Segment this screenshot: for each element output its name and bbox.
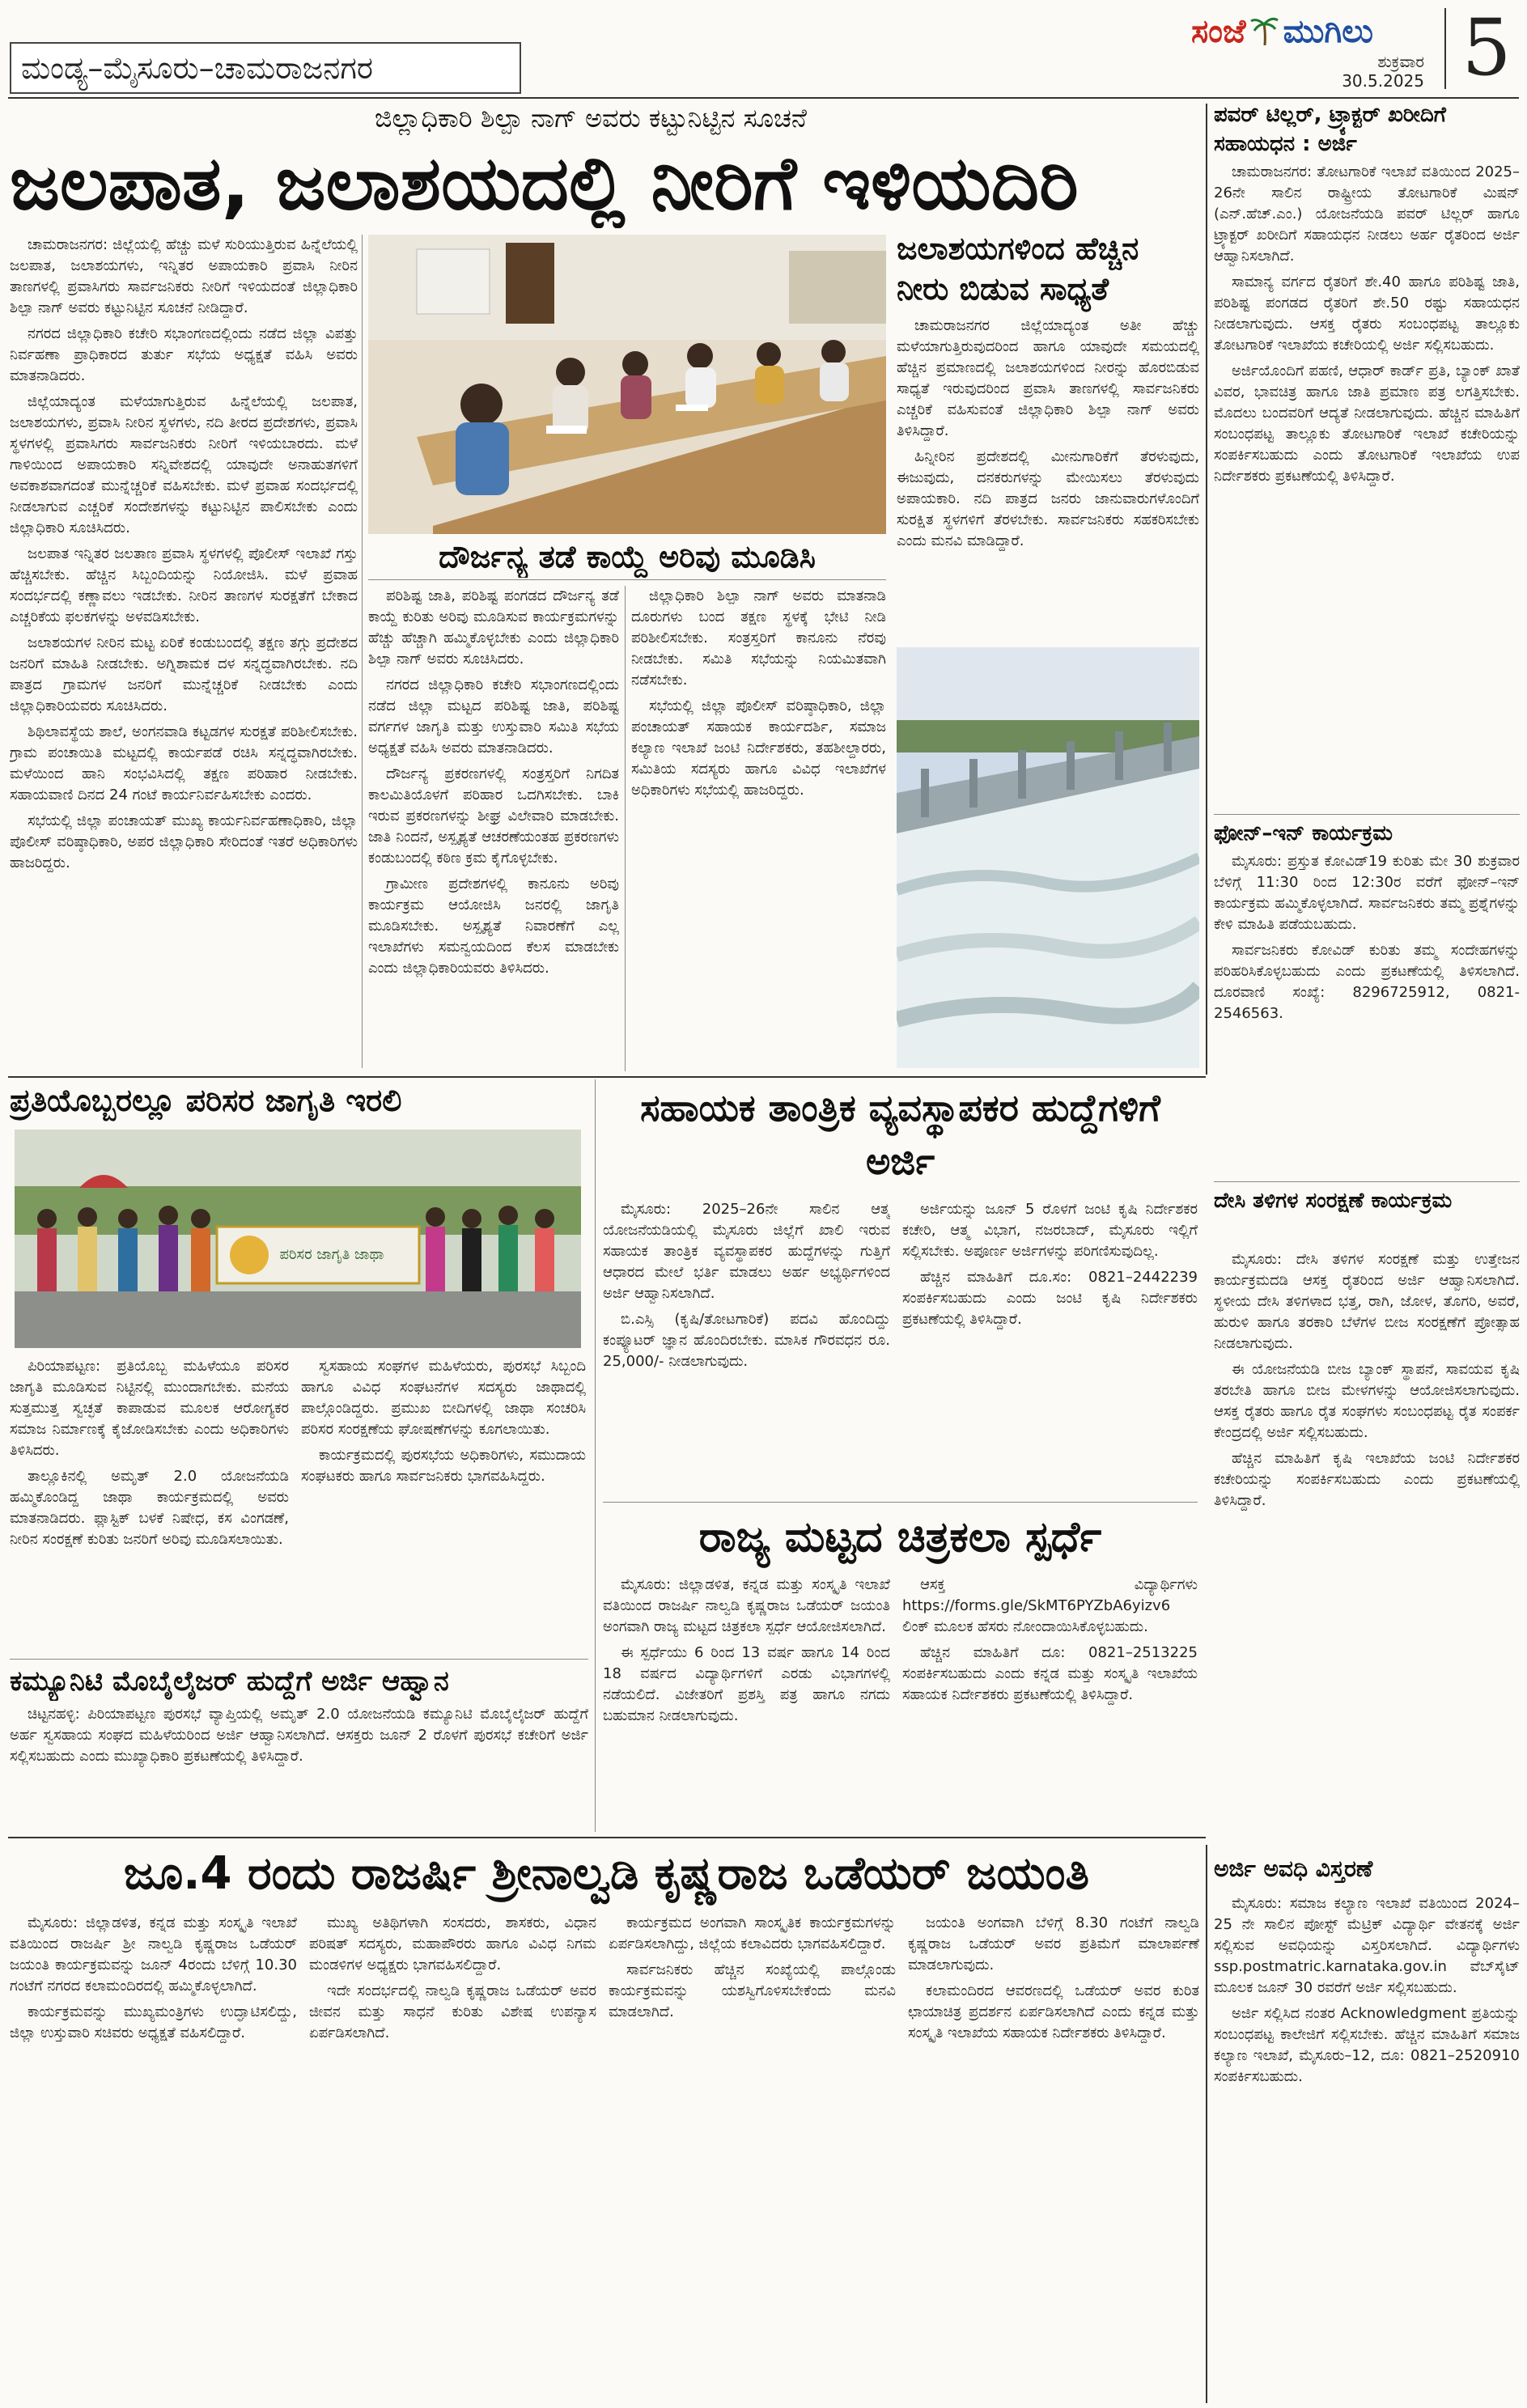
section-title: ಮಂಡ್ಯ–ಮೈಸೂರು–ಚಾಮರಾಜನಗರ (21, 50, 373, 86)
page-number: 5 (1461, 2, 1512, 93)
right-story2-headline: ಫೋನ್–ಇನ್ ಕಾರ್ಯಕ್ರಮ (1214, 821, 1393, 846)
technical-col-2: ಅರ್ಜಿಯನ್ನು ಜೂನ್ 5 ರೊಳಗೆ ಜಂಟಿ ಕೃಷಿ ನಿರ್ದೇಶಕರ ಕಚೇರಿ, ಆತ್ಮ ವಿಭಾಗ, ನಜರಬಾದ್, ಮೈಸೂರು ಇಲ್ಲಿಗೆ ಸಲ್ಲಿಸಬೇಕು. ಅಪೂರ್ಣ ಅರ್ಜಿಗಳನ್ನು ಪರಿಗಣಿಸುವುದಿಲ್ಲ. ಹೆಚ್ಚಿನ ಮಾಹಿತಿಗೆ ದೂ.ಸಂ: 0821–2442239 ಸಂಪರ್ಕಿಸಬಹುದು ಎಂದು ಜಂಟಿ ಕೃಷಿ ನಿರ್ದೇಶಕರು ಪ್ರಕಟಣೆಯಲ್ಲಿ ತಿಳಿಸಿದ್ದಾರೆ. (902, 1201, 1198, 1328)
right-story4-headline: ಅರ್ಜಿ ಅವಧಿ ವಿಸ್ತರಣೆ (1214, 1855, 1373, 1882)
sub-headline: ದೌರ್ಜನ್ಯ ತಡೆ ಕಾಯ್ದೆ ಅರಿವು ಮೂಡಿಸಿ (439, 539, 816, 574)
mobilizer-headline: ಕಮ್ಯೂನಿಟಿ ಮೊಬೈಲೈಜರ್ ಹುದ್ದೆಗೆ ಅರ್ಜಿ ಆಹ್ವಾನ (10, 1665, 449, 1698)
meeting-photo (368, 235, 886, 534)
art-col-2: ಆಸಕ್ತ ವಿದ್ಯಾರ್ಥಿಗಳು https://forms.gle/SkMT6PYZbA6yizv6 ಲಿಂಕ್ ಮೂಲಕ ಹೆಸರು ನೋಂದಾಯಿಸಿಕೊಳ್ಳಬಹುದು. ಹೆಚ್ಚಿನ ಮಾಹಿತಿಗೆ ದೂ: 0821–2513225 ಸಂಪರ್ಕಿಸಬಹುದು ಎಂದು ಕನ್ನಡ ಮತ್ತು ಸಂಸ್ಕೃತಿ ಇಲಾಖೆಯ ಸಹಾಯಕ ನಿರ್ದೇಶಕರು ಪ್ರಕಟಣೆಯಲ್ಲಿ ತಿಳಿಸಿದ್ದಾರೆ. (902, 1576, 1198, 1703)
lead-col-3: ಪರಿಶಿಷ್ಟ ಜಾತಿ, ಪರಿಶಿಷ್ಟ ಪಂಗಡದ ದೌರ್ಜನ್ಯ ತಡೆ ಕಾಯ್ದೆ ಕುರಿತು ಅರಿವು ಮೂಡಿಸುವ ಕಾರ್ಯಕ್ರಮಗಳನ್ನು ಹೆಚ್ಚು ಹೆಚ್ಚಾಗಿ ಹಮ್ಮಿಕೊಳ್ಳಬೇಕು ಎಂದು ಜಿಲ್ಲಾಧಿಕಾರಿ ಶಿಲ್ಪಾ ನಾಗ್ ಅವರು ಸೂಚಿಸಿದರು. ನಗರದ ಜಿಲ್ಲಾಧಿಕಾರಿ ಕಚೇರಿ ಸಭಾಂಗಣದಲ್ಲಿಂದು ನಡೆದ ಜಿಲ್ಲಾ ಮಟ್ಟದ ಪರಿಶಿಷ್ಟ ಜಾತಿ, ಪರಿಶಿಷ್ಟ ವರ್ಗಗಳ ಜಾಗೃತಿ ಮತ್ತು ಉಸ್ತುವಾರಿ ಸಮಿತಿ ಸಭೆಯ ಅಧ್ಯಕ್ಷತೆ ವಹಿಸಿ ಅವರು ಮಾತನಾಡಿದರು. ದೌರ್ಜನ್ಯ ಪ್ರಕರಣಗಳಲ್ಲಿ ಸಂತ್ರಸ್ತರಿಗೆ ನಿಗದಿತ ಕಾಲಮಿತಿಯೊಳಗೆ ಪರಿಹಾರ ಒದಗಿಸಬೇಕು. ಬಾಕಿ ಇರುವ ಪ್ರಕರಣಗಳನ್ನು ಶೀಘ್ರ ವಿಲೇವಾರಿ ಮಾಡಬೇಕು. ಜಾತಿ ನಿಂದನೆ, ಅಸ್ಪೃಶ್ಯತೆ ಆಚರಣೆಯಂತಹ ಪ್ರಕರಣಗಳು ಕಂಡುಬಂದಲ್ಲಿ ಕಠಿಣ ಕ್ರಮ ಕೈಗೊಳ್ಳಬೇಕು. ಗ್ರಾಮೀಣ ಪ್ರದೇಶಗಳಲ್ಲಿ ಕಾನೂನು ಅರಿವು ಕಾರ್ಯಕ್ರಮ ಆಯೋಜಿಸಿ ಜನರಲ್ಲಿ ಜಾಗೃತಿ ಮೂಡಿಸಬೇಕು. ಅಸ್ಪೃಶ್ಯತೆ ನಿವಾರಣೆಗೆ ಎಲ್ಲ ಇಲಾಖೆಗಳು ಸಮನ್ವಯದಿಂದ ಕೆಲಸ ಮಾಡಬೇಕು ಎಂದು ಜಿಲ್ಲಾಧಿಕಾರಿಯವರು ತಿಳಿಸಿದರು. (368, 587, 619, 977)
palm-tree-icon (1250, 13, 1279, 45)
lead-headline: ಜಲಪಾತ, ಜಲಾಶಯದಲ್ಲಿ ನೀರಿಗೆ ಇಳಿಯದಿರಿ (10, 140, 1079, 227)
right-story1-headline: ಪವರ್ ಟಿಲ್ಲರ್, ಟ್ರ್ಯಾಕ್ಟರ್ ಖರೀದಿಗೆ ಸಹಾಯಧನ : ಅರ್ಜಿ (1214, 103, 1446, 156)
brand-left: ಸಂಜೆ (1191, 13, 1246, 50)
section-box (10, 42, 521, 94)
rally-photo (15, 1130, 581, 1348)
jayanti-col-3: ಕಾರ್ಯಕ್ರಮದ ಅಂಗವಾಗಿ ಸಾಂಸ್ಕೃತಿಕ ಕಾರ್ಯಕ್ರಮಗಳನ್ನು ಏರ್ಪಡಿಸಲಾಗಿದ್ದು, ಜಿಲ್ಲೆಯ ಕಲಾವಿದರು ಭಾಗವಹಿಸಲಿದ್ದಾರೆ. ಸಾರ್ವಜನಿಕರು ಹೆಚ್ಚಿನ ಸಂಖ್ಯೆಯಲ್ಲಿ ಪಾಲ್ಗೊಂಡು ಕಾರ್ಯಕ್ರಮವನ್ನು ಯಶಸ್ವಿಗೊಳಿಸಬೇಕೆಂದು ಮನವಿ ಮಾಡಲಾಗಿದೆ. (609, 1914, 896, 2020)
dam-photo (897, 647, 1199, 1068)
right-story2-body: ಮೈಸೂರು: ಪ್ರಸ್ತುತ ಕೋವಿಡ್19 ಕುರಿತು ಮೇ 30 ಶುಕ್ರವಾರ ಬೆಳಿಗ್ಗೆ 11:30 ರಿಂದ 12:30ರ ವರೆಗೆ ಫೋನ್–ಇನ್ ಕಾರ್ಯಕ್ರಮ ಹಮ್ಮಿಕೊಳ್ಳಲಾಗಿದೆ. ಸಾರ್ವಜನಿಕರು ತಮ್ಮ ಪ್ರಶ್ನೆಗಳನ್ನು ಕೇಳಿ ಮಾಹಿತಿ ಪಡೆಯಬಹುದು. ಸಾರ್ವಜನಿಕರು ಕೋವಿಡ್ ಕುರಿತು ತಮ್ಮ ಸಂದೇಹಗಳನ್ನು ಪರಿಹರಿಸಿಕೊಳ್ಳಬಹುದು ಎಂದು ಪ್ರಕಟಣೆಯಲ್ಲಿ ತಿಳಿಸಲಾಗಿದೆ. ದೂರವಾಣಿ ಸಂಖ್ಯೆ: 8296725912, 0821-2546563. (1214, 853, 1520, 1022)
right-story4-body: ಮೈಸೂರು: ಸಮಾಜ ಕಲ್ಯಾಣ ಇಲಾಖೆ ವತಿಯಿಂದ 2024–25 ನೇ ಸಾಲಿನ ಪೋಸ್ಟ್ ಮೆಟ್ರಿಕ್ ವಿದ್ಯಾರ್ಥಿ ವೇತನಕ್ಕೆ ಅರ್ಜಿ ಸಲ್ಲಿಸುವ ಅವಧಿಯನ್ನು ವಿಸ್ತರಿಸಲಾಗಿದೆ. ವಿದ್ಯಾರ್ಥಿಗಳು ssp.postmatric.karnataka.gov.in ವೆಬ್‌ಸೈಟ್ ಮೂಲಕ ಜೂನ್ 30 ರವರೆಗೆ ಅರ್ಜಿ ಸಲ್ಲಿಸಬಹುದು. ಅರ್ಜಿ ಸಲ್ಲಿಸಿದ ನಂತರ Acknowledgment ಪ್ರತಿಯನ್ನು ಸಂಬಂಧಪಟ್ಟ ಕಾಲೇಜಿಗೆ ಸಲ್ಲಿಸಬೇಕು. ಹೆಚ್ಚಿನ ಮಾಹಿತಿಗೆ ಸಮಾಜ ಕಲ್ಯಾಣ ಇಲಾಖೆ, ಮೈಸೂರು–12, ದೂ: 0821–2520910 ಸಂಪರ್ಕಿಸಬಹುದು. (1214, 1895, 1520, 2085)
side-story-body: ಚಾಮರಾಜನಗರ ಜಿಲ್ಲೆಯಾದ್ಯಂತ ಅತೀ ಹೆಚ್ಚು ಮಳೆಯಾಗುತ್ತಿರುವುದರಿಂದ ಹಾಗೂ ಯಾವುದೇ ಸಮಯದಲ್ಲಿ ಹೆಚ್ಚಿನ ಪ್ರಮಾಣದಲ್ಲಿ ಜಲಾಶಯಗಳಿಂದ ನೀರನ್ನು ಹೊರಬಿಡುವ ಸಾಧ್ಯತೆ ಇರುವುದರಿಂದ ಪ್ರವಾಸಿ ತಾಣಗಳಲ್ಲಿ ಸಾರ್ವಜನಿಕರು ಎಚ್ಚರಿಕೆ ವಹಿಸುವಂತೆ ಜಿಲ್ಲಾಧಿಕಾರಿ ಶಿಲ್ಪಾ ನಾಗ್ ಅವರು ತಿಳಿಸಿದ್ದಾರೆ. ಹಿನ್ನೀರಿನ ಪ್ರದೇಶದಲ್ಲಿ ಮೀನುಗಾರಿಕೆಗೆ ತೆರಳುವುದು, ಈಜುವುದು, ದನಕರುಗಳನ್ನು ಮೇಯಿಸಲು ತೆರಳುವುದು ಅಪಾಯಕಾರಿ. ನದಿ ಪಾತ್ರದ ಜನರು ಜಾನುವಾರುಗಳೊಂದಿಗೆ ಸುರಕ್ಷಿತ ಸ್ಥಳಗಳಿಗೆ ತೆರಳಬೇಕು. ಸಾರ್ವಜನಿಕರು ಸಹಕರಿಸಬೇಕು ಎಂದು ಮನವಿ ಮಾಡಿದ್ದಾರೆ. (897, 317, 1199, 549)
jayanti-col-2: ಮುಖ್ಯ ಅತಿಥಿಗಳಾಗಿ ಸಂಸದರು, ಶಾಸಕರು, ವಿಧಾನ ಪರಿಷತ್ ಸದಸ್ಯರು, ಮಹಾಪೌರರು ಹಾಗೂ ವಿವಿಧ ನಿಗಮ ಮಂಡಳಿಗಳ ಅಧ್ಯಕ್ಷರು ಭಾಗವಹಿಸಲಿದ್ದಾರೆ. ಇದೇ ಸಂದರ್ಭದಲ್ಲಿ ನಾಲ್ವಡಿ ಕೃಷ್ಣರಾಜ ಒಡೆಯರ್ ಅವರ ಜೀವನ ಮತ್ತು ಸಾಧನೆ ಕುರಿತು ವಿಶೇಷ ಉಪನ್ಯಾಸ ಏರ್ಪಡಿಸಲಾಗಿದೆ. (309, 1914, 596, 2041)
mobilizer-body: ಚಿಟ್ಟನಹಳ್ಳಿ: ಪಿರಿಯಾಪಟ್ಟಣ ಪುರಸಭೆ ವ್ಯಾಪ್ತಿಯಲ್ಲಿ ಅಮೃತ್ 2.0 ಯೋಜನೆಯಡಿ ಕಮ್ಯೂನಿಟಿ ಮೊಬೈಲೈಜರ್ ಹುದ್ದೆಗೆ ಅರ್ಹ ಸ್ವಸಹಾಯ ಸಂಘದ ಮಹಿಳೆಯರಿಂದ ಅರ್ಜಿ ಆಹ್ವಾನಿಸಲಾಗಿದೆ. ಆಸಕ್ತರು ಜೂನ್ 2 ರೊಳಗೆ ಪುರಸಭೆ ಕಚೇರಿಗೆ ಅರ್ಜಿ ಸಲ್ಲಿಸಬಹುದು ಎಂದು ಮುಖ್ಯಾಧಿಕಾರಿ ಪ್ರಕಟಣೆಯಲ್ಲಿ ತಿಳಿಸಿದ್ದಾರೆ. (10, 1706, 588, 1765)
jayanti-col-1: ಮೈಸೂರು: ಜಿಲ್ಲಾಡಳಿತ, ಕನ್ನಡ ಮತ್ತು ಸಂಸ್ಕೃತಿ ಇಲಾಖೆ ವತಿಯಿಂದ ರಾಜರ್ಷಿ ಶ್ರೀ ನಾಲ್ವಡಿ ಕೃಷ್ಣರಾಜ ಒಡೆಯರ್ ಜಯಂತಿ ಕಾರ್ಯಕ್ರಮವನ್ನು ಜೂನ್ 4ರಂದು ಬೆಳಿಗ್ಗೆ 10.30 ಗಂಟೆಗೆ ನಗರದ ಕಲಾಮಂದಿರದಲ್ಲಿ ಹಮ್ಮಿಕೊಳ್ಳಲಾಗಿದೆ. ಕಾರ್ಯಕ್ರಮವನ್ನು ಮುಖ್ಯಮಂತ್ರಿಗಳು ಉದ್ಘಾಟಿಸಲಿದ್ದು, ಜಿಲ್ಲಾ ಉಸ್ತುವಾರಿ ಸಚಿವರು ಅಧ್ಯಕ್ಷತೆ ವಹಿಸಲಿದ್ದಾರೆ. (10, 1914, 297, 2041)
right-story3-headline: ದೇಸಿ ತಳಿಗಳ ಸಂರಕ್ಷಣೆ ಕಾರ್ಯಕ್ರಮ (1214, 1189, 1453, 1213)
side-headline: ಜಲಾಶಯಗಳಿಂದ ಹೆಚ್ಚಿನ ನೀರು ಬಿಡುವ ಸಾಧ್ಯತೆ (897, 231, 1139, 307)
art-headline: ರಾಜ್ಯ ಮಟ್ಟದ ಚಿತ್ರಕಲಾ ಸ್ಪರ್ಧೆ (698, 1513, 1102, 1562)
awareness-headline: ಪ್ರತಿಯೊಬ್ಬರಲ್ಲೂ ಪರಿಸರ ಜಾಗೃತಿ ಇರಲಿ (10, 1083, 402, 1118)
awareness-col-1: ಪಿರಿಯಾಪಟ್ಟಣ: ಪ್ರತಿಯೊಬ್ಬ ಮಹಿಳೆಯೂ ಪರಿಸರ ಜಾಗೃತಿ ಮೂಡಿಸುವ ನಿಟ್ಟಿನಲ್ಲಿ ಮುಂದಾಗಬೇಕು. ಮನೆಯ ಸುತ್ತಮುತ್ತ ಸ್ವಚ್ಛತೆ ಕಾಪಾಡುವ ಮೂಲಕ ಆರೋಗ್ಯಕರ ಸಮಾಜ ನಿರ್ಮಾಣಕ್ಕೆ ಕೈಜೋಡಿಸಬೇಕು ಎಂದು ಅಧಿಕಾರಿಗಳು ತಿಳಿಸಿದರು. ತಾಲ್ಲೂಕಿನಲ್ಲಿ ಅಮೃತ್ 2.0 ಯೋಜನೆಯಡಿ ಹಮ್ಮಿಕೊಂಡಿದ್ದ ಜಾಥಾ ಕಾರ್ಯಕ್ರಮದಲ್ಲಿ ಅವರು ಮಾತನಾಡಿದರು. ಪ್ಲಾಸ್ಟಿಕ್ ಬಳಕೆ ನಿಷೇಧ, ಕಸ ವಿಂಗಡಣೆ, ನೀರಿನ ಸಂರಕ್ಷಣೆ ಕುರಿತು ಜನರಿಗೆ ಅರಿವು ಮೂಡಿಸಲಾಯಿತು. (10, 1358, 289, 1548)
issue-day: ಶುಕ್ರವಾರ (1377, 52, 1424, 71)
awareness-col-2: ಸ್ವಸಹಾಯ ಸಂಘಗಳ ಮಹಿಳೆಯರು, ಪುರಸಭೆ ಸಿಬ್ಬಂದಿ ಹಾಗೂ ವಿವಿಧ ಸಂಘಟನೆಗಳ ಸದಸ್ಯರು ಜಾಥಾದಲ್ಲಿ ಪಾಲ್ಗೊಂಡಿದ್ದರು. ಪ್ರಮುಖ ಬೀದಿಗಳಲ್ಲಿ ಜಾಥಾ ಸಂಚರಿಸಿ ಪರಿಸರ ಸಂರಕ್ಷಣೆಯ ಘೋಷಣೆಗಳನ್ನು ಕೂಗಲಾಯಿತು. ಕಾರ್ಯಕ್ರಮದಲ್ಲಿ ಪುರಸಭೆಯ ಅಧಿಕಾರಿಗಳು, ಸಮುದಾಯ ಸಂಘಟಕರು ಹಾಗೂ ಸಾರ್ವಜನಿಕರು ಭಾಗವಹಿಸಿದ್ದರು. (301, 1358, 586, 1485)
technical-headline: ಸಹಾಯಕ ತಾಂತ್ರಿಕ ವ್ಯವಸ್ಥಾಪಕರ ಹುದ್ದೆಗಳಿಗೆ ಅರ್ಜಿ (640, 1086, 1160, 1183)
jayanti-col-4: ಜಯಂತಿ ಅಂಗವಾಗಿ ಬೆಳಿಗ್ಗೆ 8.30 ಗಂಟೆಗೆ ನಾಲ್ವಡಿ ಕೃಷ್ಣರಾಜ ಒಡೆಯರ್ ಅವರ ಪ್ರತಿಮೆಗೆ ಮಾಲಾರ್ಪಣೆ ಮಾಡಲಾಗುವುದು. ಕಲಾಮಂದಿರದ ಆವರಣದಲ್ಲಿ ಒಡೆಯರ್ ಅವರ ಕುರಿತ ಛಾಯಾಚಿತ್ರ ಪ್ರದರ್ಶನ ಏರ್ಪಡಿಸಲಾಗಿದೆ ಎಂದು ಕನ್ನಡ ಮತ್ತು ಸಂಸ್ಕೃತಿ ಇಲಾಖೆಯ ಸಹಾಯಕ ನಿರ್ದೇಶಕರು ತಿಳಿಸಿದ್ದಾರೆ. (908, 1914, 1199, 2041)
brand-right: ಮುಗಿಲು (1283, 13, 1373, 50)
right-story3-body: ಮೈಸೂರು: ದೇಸಿ ತಳಿಗಳ ಸಂರಕ್ಷಣೆ ಮತ್ತು ಉತ್ತೇಜನ ಕಾರ್ಯಕ್ರಮದಡಿ ಆಸಕ್ತ ರೈತರಿಂದ ಅರ್ಜಿ ಆಹ್ವಾನಿಸಲಾಗಿದೆ. ಸ್ಥಳೀಯ ದೇಸಿ ತಳಿಗಳಾದ ಭತ್ತ, ರಾಗಿ, ಜೋಳ, ತೊಗರಿ, ಅವರೆ, ಹುರುಳಿ ಹಾಗೂ ತರಕಾರಿ ಬೆಳೆಗಳ ಬೀಜ ಸಂರಕ್ಷಣೆಗೆ ಪ್ರೋತ್ಸಾಹ ನೀಡಲಾಗುವುದು. ಈ ಯೋಜನೆಯಡಿ ಬೀಜ ಬ್ಯಾಂಕ್ ಸ್ಥಾಪನೆ, ಸಾವಯವ ಕೃಷಿ ತರಬೇತಿ ಹಾಗೂ ಬೀಜ ಮೇಳಗಳನ್ನು ಆಯೋಜಿಸಲಾಗುವುದು. ಆಸಕ್ತ ರೈತರು ಹಾಗೂ ರೈತ ಸಂಘಗಳು ಸಂಬಂಧಪಟ್ಟ ರೈತ ಸಂಪರ್ಕ ಕೇಂದ್ರದಲ್ಲಿ ಅರ್ಜಿ ಸಲ್ಲಿಸಬಹುದು. ಹೆಚ್ಚಿನ ಮಾಹಿತಿಗೆ ಕೃಷಿ ಇಲಾಖೆಯ ಜಂಟಿ ನಿರ್ದೇಶಕರ ಕಚೇರಿಯನ್ನು ಸಂಪರ್ಕಿಸಬಹುದು ಎಂದು ಪ್ರಕಟಣೆಯಲ್ಲಿ ತಿಳಿಸಿದ್ದಾರೆ. (1214, 1251, 1520, 1509)
brand-logo (1191, 6, 1434, 57)
lead-col-1: ಚಾಮರಾಜನಗರ: ಜಿಲ್ಲೆಯಲ್ಲಿ ಹೆಚ್ಚು ಮಳೆ ಸುರಿಯುತ್ತಿರುವ ಹಿನ್ನೆಲೆಯಲ್ಲಿ ಜಲಪಾತ, ಜಲಾಶಯಗಳು, ಇನ್ನಿತರ ಅಪಾಯಕಾರಿ ಪ್ರವಾಸಿ ನೀರಿನ ತಾಣಗಳಲ್ಲಿ ಪ್ರವಾಸಿಗರು ಸಾರ್ವಜನಿಕರು ನೀರಿಗೆ ಇಳಿಯದಂತೆ ಜಿಲ್ಲಾಧಿಕಾರಿ ಶಿಲ್ಪಾ ನಾಗ್ ಅವರು ಕಟ್ಟುನಿಟ್ಟಿನ ಸೂಚನೆ ನೀಡಿದ್ದಾರೆ. ನಗರದ ಜಿಲ್ಲಾಧಿಕಾರಿ ಕಚೇರಿ ಸಭಾಂಗಣದಲ್ಲಿಂದು ನಡೆದ ಜಿಲ್ಲಾ ವಿಪತ್ತು ನಿರ್ವಹಣಾ ಪ್ರಾಧಿಕಾರದ ತುರ್ತು ಸಭೆಯ ಅಧ್ಯಕ್ಷತೆ ವಹಿಸಿ ಅವರು ಮಾತನಾಡಿದರು. ಜಿಲ್ಲೆಯಾದ್ಯಂತ ಮಳೆಯಾಗುತ್ತಿರುವ ಹಿನ್ನೆಲೆಯಲ್ಲಿ ಜಲಪಾತ, ಜಲಾಶಯಗಳು, ಪ್ರವಾಸಿ ನೀರಿನ ಸ್ಥಳಗಳು, ನದಿ ತೀರದ ಪ್ರದೇಶಗಳು, ಪ್ರವಾಸಿ ಸ್ಥಳಗಳಲ್ಲಿ ಪ್ರವಾಸಿಗರು ಸಾರ್ವಜನಿಕರು ನೀರಿಗೆ ಇಳಿಯಬಾರದು. ಮಳೆ ಗಾಳಿಯಿಂದ ಅಪಾಯಕಾರಿ ಸನ್ನಿವೇಶದಲ್ಲಿ ಯಾವುದೇ ಅನಾಹುತಗಳಿಗೆ ಅವಕಾಶವಾಗದಂತೆ ಮುನ್ನೆಚ್ಚರಿಕೆ ವಹಿಸಬೇಕು. ಮಳೆ ಪ್ರವಾಹ ಸಂದರ್ಭದಲ್ಲಿ ನೀಡಲಾಗುವ ಎಚ್ಚರಿಕೆ ಸಂದೇಶಗಳನ್ನು ಕಟ್ಟುನಿಟ್ಟಿನ ಪಾಲಿಸಬೇಕು ಎಂದು ಜಿಲ್ಲಾಧಿಕಾರಿ ಸೂಚಿಸಿದರು. ಜಲಪಾತ ಇನ್ನಿತರ ಜಲತಾಣ ಪ್ರವಾಸಿ ಸ್ಥಳಗಳಲ್ಲಿ ಪೊಲೀಸ್ ಇಲಾಖೆ ಗಸ್ತು ಹೆಚ್ಚಿಸಬೇಕು. ಹೆಚ್ಚಿನ ಸಿಬ್ಬಂದಿಯನ್ನು ನಿಯೋಜಿಸಿ. ಮಳೆ ಪ್ರವಾಹ ಸಂದರ್ಭದಲ್ಲಿ ಕಣ್ಣಾವಲು ಇಡಬೇಕು. ನೀರಿನ ತಾಣಗಳ ಸುರಕ್ಷತೆಗೆ ಬೇಕಾದ ಎಚ್ಚರಿಕೆಯ ಫಲಕಗಳನ್ನು ಅಳವಡಿಸಬೇಕು. ಜಲಾಶಯಗಳ ನೀರಿನ ಮಟ್ಟ ಏರಿಕೆ ಕಂಡುಬಂದಲ್ಲಿ ತಕ್ಷಣ ತಗ್ಗು ಪ್ರದೇಶದ ಜನರಿಗೆ ಮಾಹಿತಿ ನೀಡಬೇಕು. ಅಗ್ನಿಶಾಮಕ ದಳ ಸನ್ನದ್ಧವಾಗಿರಬೇಕು. ನದಿ ಪಾತ್ರದ ಗ್ರಾಮಗಳ ಜನರಿಗೆ ಮುನ್ನೆಚ್ಚರಿಕೆ ನೀಡಬೇಕು ಎಂದು ಜಿಲ್ಲಾಧಿಕಾರಿಯವರು ಸೂಚಿಸಿದರು. ಶಿಥಿಲಾವಸ್ಥೆಯ ಶಾಲೆ, ಅಂಗನವಾಡಿ ಕಟ್ಟಡಗಳ ಸುರಕ್ಷತೆ ಪರಿಶೀಲಿಸಬೇಕು. ಗ್ರಾಮ ಪಂಚಾಯಿತಿ ಮಟ್ಟದಲ್ಲಿ ಕಾರ್ಯಪಡೆ ರಚಿಸಿ ಸನ್ನದ್ಧವಾಗಿರಬೇಕು. ಮಳೆಯಿಂದ ಹಾನಿ ಸಂಭವಿಸಿದಲ್ಲಿ ತಕ್ಷಣ ಪರಿಹಾರ ನೀಡಬೇಕು. ಸಹಾಯವಾಣಿ ದಿನದ 24 ಗಂಟೆ ಕಾರ್ಯನಿರ್ವಹಿಸಬೇಕು ಎಂದರು. ಸಭೆಯಲ್ಲಿ ಜಿಲ್ಲಾ ಪಂಚಾಯತ್ ಮುಖ್ಯ ಕಾರ್ಯನಿರ್ವಹಣಾಧಿಕಾರಿ, ಜಿಲ್ಲಾ ಪೊಲೀಸ್ ವರಿಷ್ಠಾಧಿಕಾರಿ, ಅಪರ ಜಿಲ್ಲಾಧಿಕಾರಿ ಸೇರಿದಂತೆ ಇತರೆ ಅಧಿಕಾರಿಗಳು ಹಾಜರಿದ್ದರು. (10, 236, 358, 871)
issue-date: 30.5.2025 (1342, 71, 1424, 91)
right-story1-body: ಚಾಮರಾಜನಗರ: ತೋಟಗಾರಿಕೆ ಇಲಾಖೆ ವತಿಯಿಂದ 2025–26ನೇ ಸಾಲಿನ ರಾಷ್ಟ್ರೀಯ ತೋಟಗಾರಿಕೆ ಮಿಷನ್ (ಎನ್.ಹೆಚ್.ಎಂ.) ಯೋಜನೆಯಡಿ ಪವರ್ ಟಿಲ್ಲರ್ ಹಾಗೂ ಟ್ರ್ಯಾಕ್ಟರ್ ಖರೀದಿಗೆ ಸಹಾಯಧನ ನೀಡಲು ಅರ್ಹ ರೈತರಿಂದ ಅರ್ಜಿ ಆಹ್ವಾನಿಸಲಾಗಿದೆ. ಸಾಮಾನ್ಯ ವರ್ಗದ ರೈತರಿಗೆ ಶೇ.40 ಹಾಗೂ ಪರಿಶಿಷ್ಟ ಜಾತಿ, ಪರಿಶಿಷ್ಟ ಪಂಗಡದ ರೈತರಿಗೆ ಶೇ.50 ರಷ್ಟು ಸಹಾಯಧನ ನೀಡಲಾಗುವುದು. ಆಸಕ್ತ ರೈತರು ಸಂಬಂಧಪಟ್ಟ ತಾಲ್ಲೂಕು ತೋಟಗಾರಿಕೆ ಇಲಾಖೆಯ ಕಚೇರಿಯಲ್ಲಿ ಅರ್ಜಿ ಸಲ್ಲಿಸಬಹುದು. ಅರ್ಜಿಯೊಂದಿಗೆ ಪಹಣಿ, ಆಧಾರ್ ಕಾರ್ಡ್ ಪ್ರತಿ, ಬ್ಯಾಂಕ್ ಖಾತೆ ವಿವರ, ಭಾವಚಿತ್ರ ಹಾಗೂ ಜಾತಿ ಪ್ರಮಾಣ ಪತ್ರ ಲಗತ್ತಿಸಬೇಕು. ಮೊದಲು ಬಂದವರಿಗೆ ಆದ್ಯತೆ ನೀಡಲಾಗುವುದು. ಹೆಚ್ಚಿನ ಮಾಹಿತಿಗೆ ಸಂಬಂಧಪಟ್ಟ ತಾಲ್ಲೂಕು ತೋಟಗಾರಿಕೆ ಇಲಾಖೆ ಕಚೇರಿಯನ್ನು ಸಂಪರ್ಕಿಸಬಹುದು ಎಂದು ತೋಟಗಾರಿಕೆ ಇಲಾಖೆಯ ಉಪ ನಿರ್ದೇಶಕರು ಪ್ರಕಟಣೆಯಲ್ಲಿ ತಿಳಿಸಿದ್ದಾರೆ. (1214, 163, 1520, 485)
jayanti-headline: ಜೂ.4 ರಂದು ರಾಜರ್ಷಿ ಶ್ರೀನಾಲ್ವಡಿ ಕೃಷ್ಣರಾಜ ಒಡೆಯರ್ ಜಯಂತಿ (123, 1847, 1090, 1900)
art-col-1: ಮೈಸೂರು: ಜಿಲ್ಲಾಡಳಿತ, ಕನ್ನಡ ಮತ್ತು ಸಂಸ್ಕೃತಿ ಇಲಾಖೆ ವತಿಯಿಂದ ರಾಜರ್ಷಿ ನಾಲ್ವಡಿ ಕೃಷ್ಣರಾಜ ಒಡೆಯರ್ ಜಯಂತಿ ಅಂಗವಾಗಿ ರಾಜ್ಯ ಮಟ್ಟದ ಚಿತ್ರಕಲಾ ಸ್ಪರ್ಧೆ ಆಯೋಜಿಸಲಾಗಿದೆ. ಈ ಸ್ಪರ್ಧೆಯು 6 ರಿಂದ 13 ವರ್ಷ ಹಾಗೂ 14 ರಿಂದ 18 ವರ್ಷದ ವಿದ್ಯಾರ್ಥಿಗಳಿಗೆ ಎರಡು ವಿಭಾಗಗಳಲ್ಲಿ ನಡೆಯಲಿದೆ. ವಿಜೇತರಿಗೆ ಪ್ರಶಸ್ತಿ ಪತ್ರ ಹಾಗೂ ನಗದು ಬಹುಮಾನ ನೀಡಲಾಗುವುದು. (603, 1576, 890, 1724)
lead-col-4: ಜಿಲ್ಲಾಧಿಕಾರಿ ಶಿಲ್ಪಾ ನಾಗ್ ಅವರು ಮಾತನಾಡಿ ದೂರುಗಳು ಬಂದ ತಕ್ಷಣ ಸ್ಥಳಕ್ಕೆ ಭೇಟಿ ನೀಡಿ ಪರಿಶೀಲಿಸಬೇಕು. ಸಂತ್ರಸ್ತರಿಗೆ ಕಾನೂನು ನೆರವು ನೀಡಬೇಕು. ಸಮಿತಿ ಸಭೆಯನ್ನು ನಿಯಮಿತವಾಗಿ ನಡೆಸಬೇಕು. ಸಭೆಯಲ್ಲಿ ಜಿಲ್ಲಾ ಪೊಲೀಸ್ ವರಿಷ್ಠಾಧಿಕಾರಿ, ಜಿಲ್ಲಾ ಪಂಚಾಯತ್ ಸಹಾಯಕ ಕಾರ್ಯದರ್ಶಿ, ಸಮಾಜ ಕಲ್ಯಾಣ ಇಲಾಖೆ ಜಂಟಿ ನಿರ್ದೇಶಕರು, ತಹಶೀಲ್ದಾರರು, ಸಮಿತಿಯ ಸದಸ್ಯರು ಹಾಗೂ ವಿವಿಧ ಇಲಾಖೆಗಳ ಅಧಿಕಾರಿಗಳು ಸಭೆಯಲ್ಲಿ ಹಾಜರಿದ್ದರು. (631, 587, 886, 799)
lead-kicker: ಜಿಲ್ಲಾಧಿಕಾರಿ ಶಿಲ್ಪಾ ನಾಗ್ ಅವರು ಕಟ್ಟುನಿಟ್ಟಿನ ಸೂಚನೆ (375, 103, 807, 134)
banner-text: ಪರಿಸರ ಜಾಗೃತಿ ಜಾಥಾ (279, 1246, 384, 1263)
technical-col-1: ಮೈಸೂರು: 2025–26ನೇ ಸಾಲಿನ ಆತ್ಮ ಯೋಜನೆಯಡಿಯಲ್ಲಿ ಮೈಸೂರು ಜಿಲ್ಲೆಗೆ ಖಾಲಿ ಇರುವ ಸಹಾಯಕ ತಾಂತ್ರಿಕ ವ್ಯವಸ್ಥಾಪಕರ ಹುದ್ದೆಗಳನ್ನು ಗುತ್ತಿಗೆ ಆಧಾರದ ಮೇಲೆ ಭರ್ತಿ ಮಾಡಲು ಅರ್ಹ ಅಭ್ಯರ್ಥಿಗಳಿಂದ ಅರ್ಜಿ ಆಹ್ವಾನಿಸಲಾಗಿದೆ. ಬಿ.ಎಸ್ಸಿ (ಕೃಷಿ/ತೋಟಗಾರಿಕೆ) ಪದವಿ ಹೊಂದಿದ್ದು ಕಂಪ್ಯೂಟರ್ ಜ್ಞಾನ ಹೊಂದಿರಬೇಕು. ಮಾಸಿಕ ಗೌರವಧನ ರೂ. 25,000/- ನೀಡಲಾಗುವುದು. (603, 1201, 890, 1370)
